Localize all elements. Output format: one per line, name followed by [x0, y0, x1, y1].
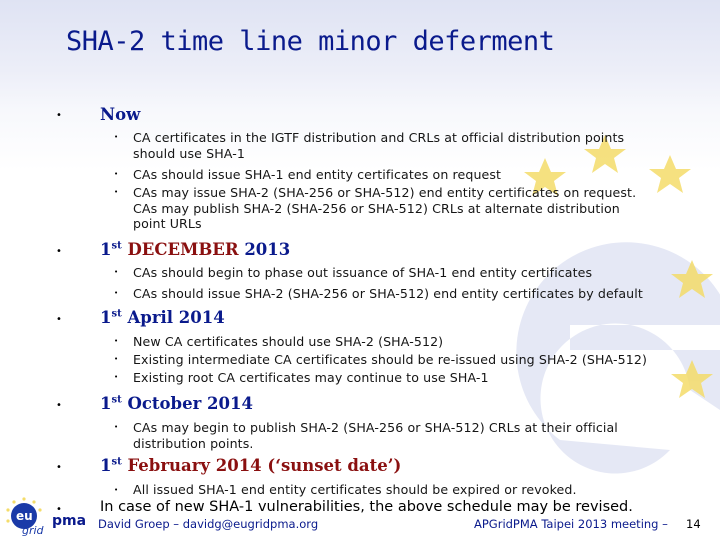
list-item-line: Existing intermediate CA certificates should be re-issued using SHA-2 (SHA-512): [133, 352, 647, 367]
list-item-line: CA certificates in the IGTF distribution and CRLs at official distribution points: [133, 130, 625, 145]
bullet-marker: •: [56, 504, 62, 515]
list-item-line: CAs may begin to publish SHA-2 (SHA-256 or SHA-512) CRLs at their official: [133, 420, 618, 435]
bullet-marker: •: [56, 462, 62, 473]
sub-bullet-marker: •: [114, 337, 119, 345]
list-item: [133, 286, 643, 302]
list-item: [133, 185, 636, 232]
sub-bullet-marker: •: [114, 170, 119, 178]
heading-day: 1: [100, 308, 112, 327]
closing-note: In case of new SHA-1 vulnerabilities, the above schedule may be revised.: [100, 499, 633, 515]
heading-day: 1: [100, 456, 112, 475]
sub-bullet-marker: •: [114, 423, 119, 431]
heading-day: 1: [100, 240, 112, 259]
footer-event: APGridPMA Taipei 2013 meeting –: [474, 517, 668, 531]
list-item: [133, 352, 647, 368]
bullet-marker: •: [56, 246, 62, 257]
sub-bullet-marker: •: [114, 486, 119, 494]
list-item-line: point URLs: [133, 216, 202, 231]
list-item-line: should use SHA-1: [133, 145, 245, 161]
logo-grid-text: grid: [22, 524, 44, 537]
sub-bullet-marker: •: [114, 268, 119, 276]
list-item-line: distribution points.: [133, 435, 254, 451]
heading-month: DECEMBER: [127, 240, 239, 259]
section-heading-december-2013: [100, 240, 290, 259]
heading-text: Now: [100, 105, 141, 124]
list-item: [133, 482, 577, 498]
section-heading-now: [100, 105, 140, 124]
list-item-line: CAs may issue SHA-2 (SHA-256 or SHA-512) end entity certificates on request.: [133, 185, 637, 200]
list-item-line: CAs should issue SHA-1 end entity certificates on request: [133, 167, 502, 182]
sub-bullet-marker: •: [114, 289, 119, 297]
list-item-line: CAs may publish SHA-2 (SHA-256 or SHA-512) CRLs at alternate distribution: [133, 200, 620, 216]
list-item: [133, 420, 618, 451]
sub-bullet-marker: •: [114, 373, 119, 381]
heading-ordinal: st: [111, 240, 122, 252]
list-item-line: Existing root CA certificates may continue to use SHA-1: [133, 370, 489, 385]
heading-date: February 2014 (‘sunset date’): [127, 456, 402, 475]
list-item-line: All issued SHA-1 end entity certificates should be expired or revoked.: [133, 482, 577, 497]
heading-year: 2013: [244, 240, 291, 259]
logo-pma-text: pma: [52, 513, 87, 529]
list-item-line: CAs should begin to phase out issuance of SHA-1 end entity certificates: [133, 265, 593, 280]
list-item-line: CAs should issue SHA-2 (SHA-256 or SHA-512) end entity certificates by default: [133, 286, 643, 301]
list-item-line: New CA certificates should use SHA-2 (SHA-512): [133, 334, 444, 349]
heading-ordinal: st: [111, 394, 122, 406]
page-number: 14: [686, 517, 701, 531]
sub-bullet-marker: •: [114, 133, 119, 141]
sub-bullet-marker: •: [114, 188, 119, 196]
logo-eu-text: eu: [16, 509, 33, 523]
bullet-marker: •: [56, 110, 62, 121]
slide-title: SHA-2 time line minor deferment: [66, 26, 555, 57]
bullet-marker: •: [56, 400, 62, 411]
list-item: [133, 130, 624, 161]
section-heading-february-2014: [100, 456, 401, 475]
heading-date: April 2014: [127, 308, 225, 327]
footer-author: David Groep – davidg@eugridpma.org: [98, 517, 319, 531]
heading-ordinal: st: [111, 456, 122, 468]
section-heading-october-2014: [100, 394, 253, 413]
list-item: [133, 167, 501, 183]
heading-date: October 2014: [127, 394, 253, 413]
bullet-marker: •: [56, 314, 62, 325]
list-item: [133, 370, 489, 386]
list-item: [133, 265, 592, 281]
heading-ordinal: st: [111, 308, 122, 320]
sub-bullet-marker: •: [114, 355, 119, 363]
section-heading-april-2014: [100, 308, 225, 327]
heading-day: 1: [100, 394, 112, 413]
list-item: [133, 334, 443, 350]
